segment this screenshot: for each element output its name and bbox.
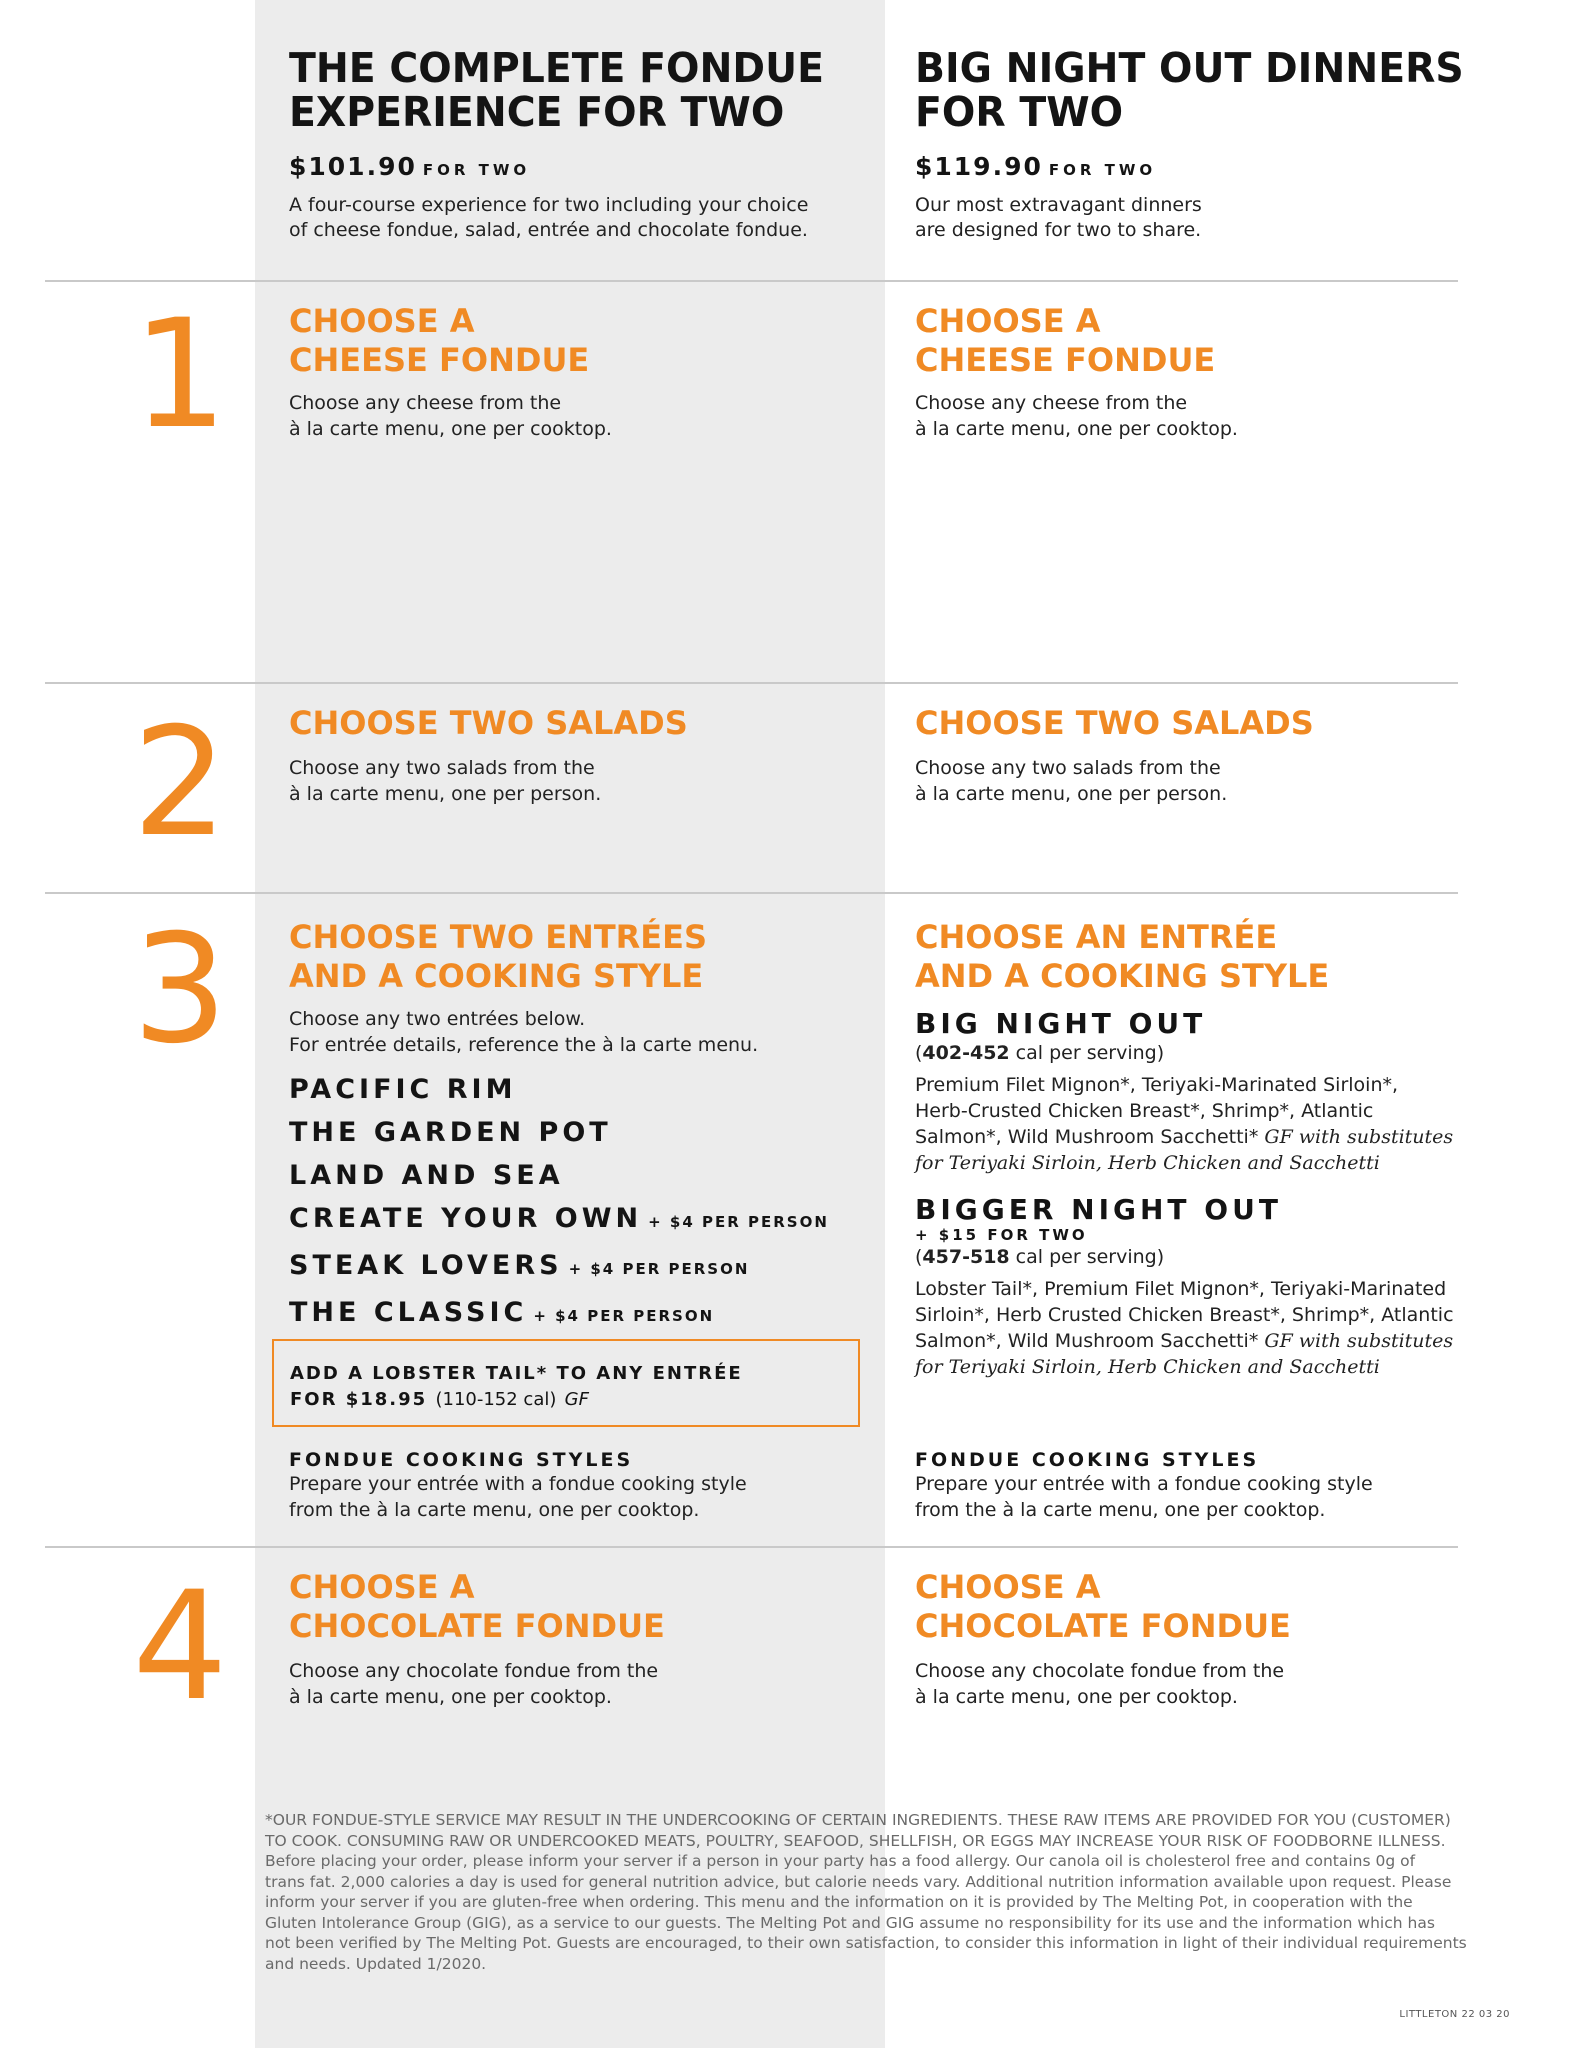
lobster-cal: (110-152 cal): [435, 1389, 557, 1410]
bno-line3a: Salmon*, Wild Mushroom Sacchetti*: [915, 1126, 1265, 1148]
step4-left-body: [289, 1658, 849, 1710]
step3-right: [915, 918, 1475, 1380]
step1-left-body: [289, 390, 849, 442]
step2-left-body2: à la carte menu, one per person.: [289, 783, 602, 805]
step2-left: [289, 704, 849, 807]
lobster-price: FOR $18.95: [290, 1389, 428, 1410]
right-price-suffix: FOR TWO: [1048, 161, 1157, 179]
divider-2: [45, 682, 1458, 684]
bigger-night-out-surcharge: + $15 FOR TWO: [915, 1226, 1088, 1244]
step-number-4: 4: [132, 1560, 228, 1734]
entree-item: [289, 1111, 849, 1154]
step4-right-title2: CHOCOLATE FONDUE: [915, 1607, 1291, 1645]
left-price-suffix: FOR TWO: [422, 161, 531, 179]
step4-left-body1: Choose any chocolate fondue from the: [289, 1660, 659, 1682]
bno-line4: for Teriyaki Sirloin, Herb Chicken and Sacchetti: [915, 1152, 1380, 1174]
step2-left-title: CHOOSE TWO SALADS: [289, 704, 688, 742]
step2-left-body: [289, 755, 849, 807]
bigger-line3b: GF with substitutes: [1264, 1330, 1454, 1352]
bno-line3: [915, 1124, 1475, 1150]
big-night-out-cal: (402-452 cal per serving): [915, 1042, 1165, 1064]
lobster-gf: GF: [564, 1389, 589, 1410]
left-cooking-styles-head: FONDUE COOKING STYLES: [289, 1449, 634, 1471]
step4-right-body: [915, 1658, 1475, 1710]
step4-right-body2: à la carte menu, one per cooktop.: [915, 1686, 1238, 1708]
entree-item: [289, 1068, 849, 1111]
step3-right-styles: [915, 1449, 1475, 1523]
right-price-value: $119.90: [915, 152, 1043, 181]
right-header: [915, 46, 1475, 243]
step1-right-body1: Choose any cheese from the: [915, 392, 1188, 414]
lobster-line1: ADD A LOBSTER TAIL* TO ANY ENTRÉE: [290, 1363, 743, 1384]
entree-surcharge: + $4 PER PERSON: [648, 1213, 829, 1231]
step3-right-title2: AND A COOKING STYLE: [915, 957, 1330, 995]
bno-line1: Premium Filet Mignon*, Teriyaki-Marinated Sirloin*,: [915, 1074, 1399, 1096]
left-header-desc: [289, 193, 849, 243]
step2-left-body1: Choose any two salads from the: [289, 757, 595, 779]
disclaimer-line: TO COOK. CONSUMING RAW OR UNDERCOOKED MEATS, POULTRY, SEAFOOD, SHELLFISH, OR EGGS MAY INCREASE YOUR RISK OF FOODBORNE ILLNESS.: [265, 1831, 1446, 1850]
entree-name: THE CLASSIC: [289, 1297, 528, 1328]
entree-name: STEAK LOVERS: [289, 1250, 563, 1281]
right-header-desc: [915, 193, 1475, 243]
bigger-line2: Sirloin*, Herb Crusted Chicken Breast*, Shrimp*, Atlantic: [915, 1304, 1454, 1326]
left-styles-line1: Prepare your entrée with a fondue cooking style: [289, 1473, 747, 1495]
entree-name: LAND AND SEA: [289, 1160, 564, 1191]
disclaimer-line: inform your server if you are gluten-free when ordering. This menu and the information on it is provided by The Melting Pot, in cooperation with the: [265, 1893, 1413, 1911]
lobster-addon-box: [272, 1339, 860, 1427]
step4-left-title2: CHOCOLATE FONDUE: [289, 1607, 665, 1645]
right-cooking-styles-head: FONDUE COOKING STYLES: [915, 1449, 1260, 1471]
big-night-out-desc: [915, 1072, 1475, 1176]
disclaimer-footer: [265, 1810, 1510, 1974]
step1-left-body1: Choose any cheese from the: [289, 392, 562, 414]
left-price-value: $101.90: [289, 152, 417, 181]
disclaimer-line: not been verified by The Melting Pot. Guests are encouraged, to their own satisfaction, to consider this information in light of their individual requirements: [265, 1934, 1467, 1952]
divider-4: [45, 1546, 1458, 1548]
big-night-out: [915, 1008, 1475, 1176]
divider-3: [45, 892, 1458, 894]
entree-surcharge: + $4 PER PERSON: [533, 1307, 715, 1325]
entree-list: [289, 1068, 849, 1338]
left-header-title-line2: EXPERIENCE FOR TWO: [289, 88, 785, 136]
disclaimer-line: *OUR FONDUE-STYLE SERVICE MAY RESULT IN THE UNDERCOOKING OF CERTAIN INGREDIENTS. THESE RAW ITEMS ARE PROVIDED FOR YOU (CUSTOMER): [265, 1811, 1451, 1829]
right-cooking-styles-body: [915, 1471, 1475, 1523]
step-number-1: 1: [132, 288, 228, 462]
step3-left-body2: For entrée details, reference the à la carte menu.: [289, 1034, 759, 1056]
right-desc-line2: are designed for two to share.: [915, 219, 1202, 241]
step2-right-body: [915, 755, 1475, 807]
bno-cal-bold: 402-452: [922, 1042, 1010, 1064]
bigger-night-out-desc: [915, 1276, 1475, 1380]
right-styles-line1: Prepare your entrée with a fondue cooking style: [915, 1473, 1373, 1495]
step3-left-body1: Choose any two entrées below.: [289, 1008, 586, 1030]
step2-right: [915, 704, 1475, 807]
bigger-night-out-title: BIGGER NIGHT OUT: [915, 1193, 1282, 1226]
step4-left-title1: CHOOSE A: [289, 1568, 475, 1606]
bno-line2: Herb-Crusted Chicken Breast*, Shrimp*, Atlantic: [915, 1100, 1374, 1122]
step-number-3: 3: [132, 903, 228, 1077]
step4-right: [915, 1568, 1475, 1710]
step2-right-body1: Choose any two salads from the: [915, 757, 1221, 779]
right-header-title-line1: BIG NIGHT OUT DINNERS: [915, 44, 1464, 92]
step2-right-title: CHOOSE TWO SALADS: [915, 704, 1314, 742]
left-cooking-styles-body: [289, 1471, 849, 1523]
step3-left-body: [289, 1006, 849, 1058]
entree-item: [289, 1154, 849, 1197]
disclaimer-line: and needs. Updated 1/2020.: [265, 1954, 487, 1973]
big-night-out-title: BIG NIGHT OUT: [915, 1007, 1207, 1040]
left-price: [289, 152, 849, 181]
menu-code: LITTLETON 22 03 20: [1399, 2009, 1510, 2020]
step1-right: [915, 302, 1475, 442]
step4-left: [289, 1568, 849, 1710]
step1-right-body: [915, 390, 1475, 442]
step3-left: [289, 918, 849, 1338]
step1-left-body2: à la carte menu, one per cooktop.: [289, 418, 612, 440]
step1-left-title1: CHOOSE A: [289, 302, 475, 340]
bigger-line4: for Teriyaki Sirloin, Herb Chicken and Sacchetti: [915, 1356, 1380, 1378]
entree-item: [289, 1197, 849, 1244]
right-styles-line2: from the à la carte menu, one per cooktop.: [915, 1499, 1326, 1521]
step1-left: [289, 302, 849, 442]
step1-right-title1: CHOOSE A: [915, 302, 1101, 340]
entree-item: [289, 1291, 849, 1338]
step-number-2: 2: [132, 696, 228, 870]
step4-right-body1: Choose any chocolate fondue from the: [915, 1660, 1285, 1682]
left-styles-line2: from the à la carte menu, one per cooktop.: [289, 1499, 700, 1521]
bigger-night-out: [915, 1194, 1475, 1380]
right-header-title-line2: FOR TWO: [915, 88, 1124, 136]
step1-right-title2: CHEESE FONDUE: [915, 341, 1216, 379]
lobster-line2: [290, 1387, 842, 1413]
step1-right-body2: à la carte menu, one per cooktop.: [915, 418, 1238, 440]
left-header-title-line1: THE COMPLETE FONDUE: [289, 44, 824, 92]
left-desc-line1: A four-course experience for two including your choice: [289, 194, 809, 216]
step3-left-styles: [289, 1449, 849, 1523]
bigger-cal-rest: cal per serving): [1009, 1246, 1165, 1268]
step3-left-title2: AND A COOKING STYLE: [289, 957, 704, 995]
divider-1: [45, 280, 1458, 282]
entree-name: THE GARDEN POT: [289, 1117, 612, 1148]
step3-left-title1: CHOOSE TWO ENTRÉES: [289, 918, 708, 956]
right-price: [915, 152, 1475, 181]
right-desc-line1: Our most extravagant dinners: [915, 194, 1202, 216]
step2-right-body2: à la carte menu, one per person.: [915, 783, 1228, 805]
disclaimer-line: Before placing your order, please inform your server if a person in your party has a food allergy. Our canola oil is cholesterol free and contains 0g of: [265, 1852, 1416, 1870]
step3-right-title1: CHOOSE AN ENTRÉE: [915, 918, 1278, 956]
step4-left-body2: à la carte menu, one per cooktop.: [289, 1686, 612, 1708]
bno-line3b: GF with substitutes: [1264, 1126, 1454, 1148]
bigger-line3: [915, 1328, 1475, 1354]
entree-surcharge: + $4 PER PERSON: [568, 1260, 750, 1278]
bigger-cal-bold: 457-518: [922, 1246, 1010, 1268]
bno-cal-rest: cal per serving): [1009, 1042, 1165, 1064]
disclaimer-line: Gluten Intolerance Group (GIG), as a service to our guests. The Melting Pot and GIG assume no responsibility for its use and the information which has: [265, 1913, 1435, 1932]
left-desc-line2: of cheese fondue, salad, entrée and chocolate fondue.: [289, 219, 808, 241]
entree-item: [289, 1244, 849, 1291]
entree-name: PACIFIC RIM: [289, 1074, 517, 1105]
disclaimer-line: trans fat. 2,000 calories a day is used for general nutrition advice, but calorie needs vary. Additional nutrition information available upon request. Please: [265, 1872, 1452, 1891]
bigger-line1: Lobster Tail*, Premium Filet Mignon*, Teriyaki-Marinated: [915, 1278, 1447, 1300]
bigger-line3a: Salmon*, Wild Mushroom Sacchetti*: [915, 1330, 1265, 1352]
left-header: [289, 46, 849, 243]
bigger-night-out-cal: (457-518 cal per serving): [915, 1246, 1165, 1268]
step4-right-title1: CHOOSE A: [915, 1568, 1101, 1606]
step1-left-title2: CHEESE FONDUE: [289, 341, 590, 379]
entree-name: CREATE YOUR OWN: [289, 1203, 643, 1234]
